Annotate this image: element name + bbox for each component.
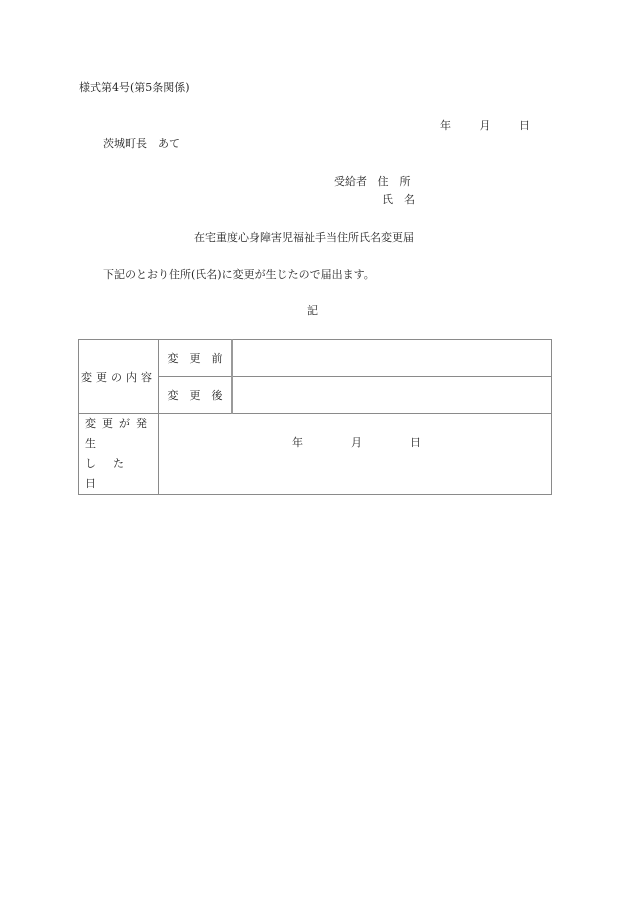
occurred-label-cell: [79, 414, 159, 495]
applicant-name-line: [382, 194, 415, 205]
occurred-label-char-3: 日: [85, 477, 96, 490]
date-year: 年: [440, 119, 451, 132]
occurred-day: 日: [410, 436, 421, 449]
applicant-address-line: [334, 176, 411, 187]
change-content-label: 変更の内容: [81, 370, 156, 384]
applicant-label: 受給者: [334, 175, 367, 188]
after-label-cell: [159, 377, 233, 414]
table-row-occurred-date: [79, 414, 552, 495]
addressee: 茨城町長 あて: [103, 137, 180, 150]
occurred-year: 年: [292, 436, 303, 449]
form-number: 様式第4号(第5条関係): [79, 81, 190, 94]
date-month: 月: [479, 119, 491, 132]
ki-heading: 記: [307, 304, 318, 317]
occurred-label-line2: [79, 454, 158, 494]
occurred-date-cell[interactable]: [159, 414, 552, 495]
body-text: 下記のとおり住所(氏名)に変更が生じたので届出ます。: [103, 268, 375, 281]
change-content-label-cell: [79, 340, 159, 414]
name-label: 氏 名: [382, 193, 415, 206]
before-label: 変 更 前: [167, 352, 223, 365]
table-row-before: [79, 340, 552, 377]
date-day: 日: [519, 119, 530, 132]
document-title: 在宅重度心身障害児福祉手当住所氏名変更届: [194, 231, 414, 244]
address-label: 住 所: [377, 175, 411, 188]
occurred-month: 月: [351, 436, 362, 449]
after-label: 変 更 後: [167, 389, 223, 402]
occurred-label-char-2: た: [113, 457, 124, 470]
occurred-label-line1: 変更が発生: [85, 417, 153, 450]
occurred-label-char-1: し: [85, 457, 96, 470]
change-form-table: [78, 339, 552, 495]
submission-date: [440, 120, 530, 131]
before-label-cell: [159, 340, 233, 377]
before-value-cell[interactable]: [232, 340, 552, 377]
after-value-cell[interactable]: [232, 377, 552, 414]
